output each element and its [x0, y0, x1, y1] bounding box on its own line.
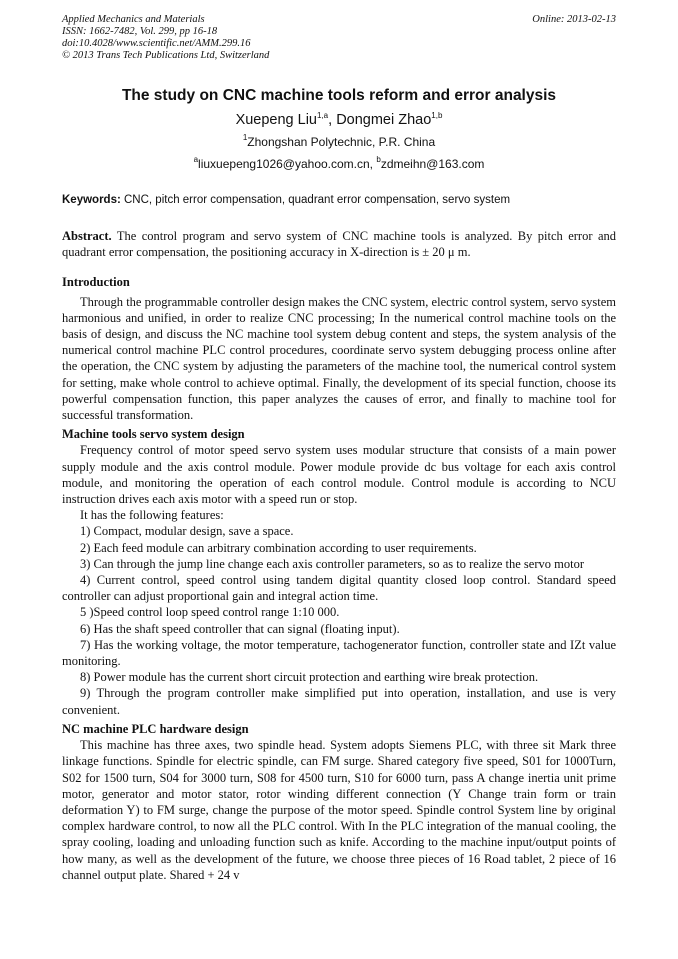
section-heading: NC machine PLC hardware design [62, 721, 249, 736]
email-superscript: a [193, 155, 199, 164]
list-item: 9) Through the program controller make simplified put into operation, installation, and use is very convenient. [62, 686, 616, 717]
paragraph: Through the programmable controller design makes the CNC system, electric control system, servo system harmonious and unified, in order to realize CNC processing; In the numerical control machine tools on the basis of design, and discuss the NC machine tool system debug content and steps, the system analysis of the numerical control machine PLC control procedures, coordinate servo system debugging process online after the operation, the CNC system by adjusting the parameters of the machine tool, the numerical control system for setting, make whole control to achieve optimal. Finally, the development of its special function, choose its powerful compensation function, this paper analyzes the causes of error, and finally to machine tool for successful transformation. [62, 294, 616, 423]
list-item: 8) Power module has the current short circuit protection and earthing wire break protection. [80, 670, 539, 685]
affiliation [62, 134, 616, 150]
email-superscript: b [376, 155, 381, 164]
author-line [62, 110, 616, 130]
author-separator: , [328, 112, 337, 128]
abstract [62, 228, 616, 260]
paragraph: This machine has three axes, two spindle head. System adopts Siemens PLC, with three sit Mark three linkage functions. Spindle for electric spindle, can FM surge. Shared category five speed, S01 for 1000Turn, S02 for 1500 turn, S04 for 3000 turn, S08 for 4500 turn, S10 for 6000 turn, pass A change inertia unit prime motor, generator and motor stator, rotor winding different connection (Y Change train form or train deformation Y) to FM surge, change the purpose of the motor speed. Spindle control System line by original complex hardware control, to now all the PLC control. With In the PLC integration of the manual cooling, the spray cooling, loading and unloading function such as knife. According to the machine input/output points of how many, as well as the development of the future, we choose three pieces of 16 Road tablet, 2 piece of 16 channel output plate. Shared + 24 v [62, 738, 616, 882]
journal-name: Applied Mechanics and Materials [62, 14, 205, 25]
author-name: Dongmei Zhao [336, 112, 432, 128]
paragraph: Frequency control of motor speed servo system uses modular structure that consists of a main power supply module and the axis control module. Power module provide dc bus voltage for each axis control module, and monitoring the operation of each control module. Control module is according to NCU instruction drives each axis motor with a speed run or stop. [62, 443, 616, 507]
paper-body [62, 228, 616, 883]
abstract-text: The control program and servo system of CNC machine tools is analyzed. By pitch error and quadrant error compensation, the positioning accuracy in X-direction is ± 20 μ m. [62, 229, 616, 260]
list-item: 3) Can through the jump line change each axis controller parameters, so as to realize the servo motor [80, 556, 584, 571]
author-superscript: 1,b [431, 111, 443, 120]
keywords [62, 192, 616, 208]
email-line [62, 156, 616, 172]
list-item: 2) Each feed module can arbitrary combination according to user requirements. [80, 540, 477, 555]
journal-copyright: © 2013 Trans Tech Publications Ltd, Switzerland [62, 50, 270, 61]
affiliation-text: Zhongshan Polytechnic, P.R. China [247, 135, 436, 149]
list-item: 1) Compact, modular design, save a space. [80, 524, 294, 539]
author-superscript: 1,a [317, 111, 329, 120]
keywords-text: CNC, pitch error compensation, quadrant error compensation, servo system [120, 194, 511, 206]
list-item: 7) Has the working voltage, the motor temperature, tachogenerator function, controller state and IZt value monitoring. [62, 637, 616, 669]
keywords-label: Keywords: [62, 194, 121, 206]
email-link[interactable]: liuxuepeng1026@yahoo.com.cn, [198, 157, 377, 171]
list-item: 6) Has the shaft speed controller that can signal (floating input). [80, 621, 400, 636]
abstract-label: Abstract. [62, 229, 112, 243]
affiliation-superscript: 1 [242, 133, 248, 142]
online-date: Online: 2013-02-13 [532, 14, 616, 25]
section-heading: Introduction [62, 275, 130, 290]
paragraph: It has the following features: [80, 508, 224, 523]
section-heading: Machine tools servo system design [62, 427, 245, 442]
journal-header [62, 14, 616, 62]
journal-doi: doi:10.4028/www.scientific.net/AMM.299.16 [62, 38, 251, 49]
author-name: Xuepeng Liu [235, 112, 317, 128]
journal-issn: ISSN: 1662-7482, Vol. 299, pp 16-18 [62, 26, 218, 37]
list-item: 5 )Speed control loop speed control range 1:10 000. [80, 605, 340, 620]
list-item: 4) Current control, speed control using tandem digital quantity closed loop control. Standard speed controller can adjust proportional gain and integral action time. [62, 573, 616, 604]
email-link[interactable]: zdmeihn@163.com [380, 157, 485, 171]
paper-title: The study on CNC machine tools reform and error analysis [121, 87, 557, 104]
